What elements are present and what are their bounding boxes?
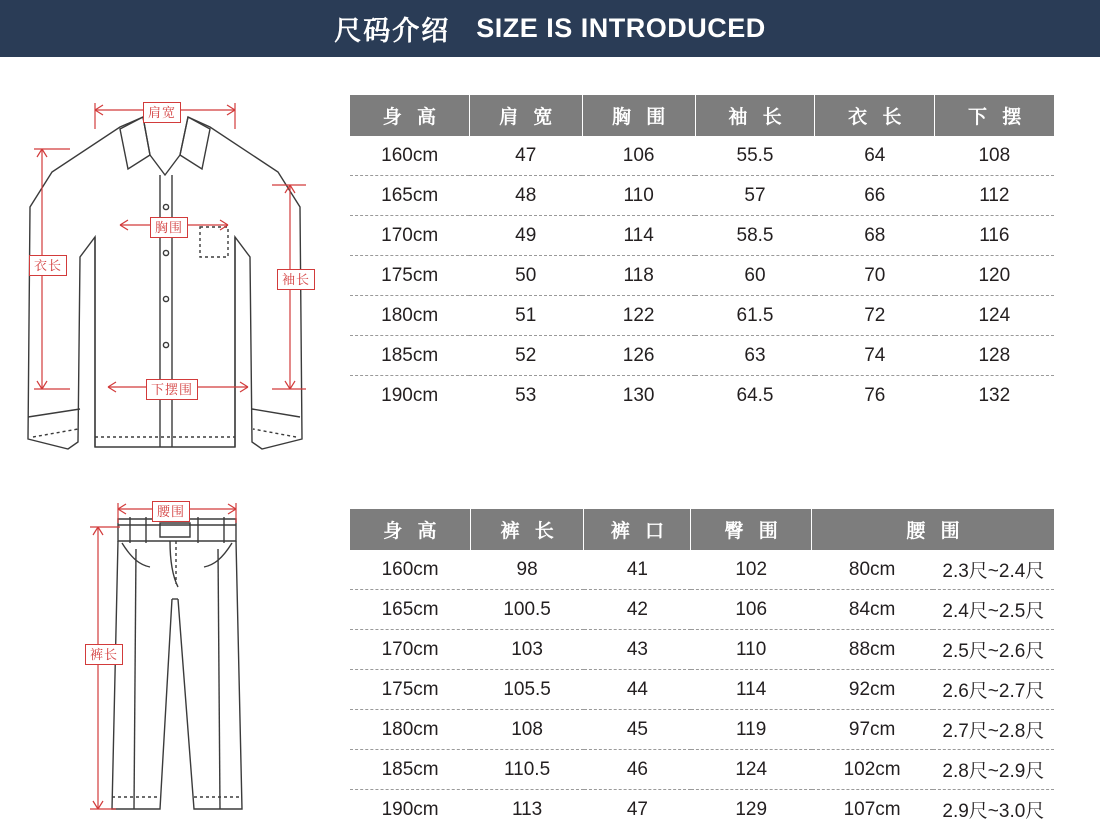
- table-header-row: [350, 509, 1054, 550]
- table-row: [350, 710, 1054, 750]
- cell-hip: 124: [691, 750, 812, 790]
- table-row: [350, 376, 1054, 416]
- cell-length: 76: [864, 384, 886, 406]
- cell-pant-opening: 44: [584, 670, 691, 710]
- pants-figure: [0, 479, 350, 837]
- cell-height: 180cm: [350, 296, 469, 336]
- cell-chest: 110: [582, 176, 695, 216]
- table-row: [350, 136, 1054, 176]
- cell-hem: 112: [935, 176, 1054, 216]
- cell-waist-chi: 2.4尺~2.5尺: [933, 590, 1054, 630]
- cell-waist-chi: 2.3尺~2.4尺: [933, 550, 1054, 590]
- page-header: [0, 0, 1100, 57]
- col-height: 身 高: [350, 509, 470, 550]
- cell-chest: 106: [582, 136, 695, 176]
- label-shoulder-width: 肩宽: [143, 102, 181, 123]
- cell-length: 74: [815, 336, 935, 376]
- pants-table-container: [350, 479, 1100, 837]
- cell-waist-chi: 2.7尺~2.8尺: [933, 710, 1054, 750]
- table-row: [350, 790, 1054, 830]
- shirt-figure: [0, 57, 350, 457]
- shirt-table-container: [350, 57, 1100, 457]
- cell-pant-length: 110.5: [470, 750, 584, 790]
- cell-waist-cm: 102cm: [812, 750, 933, 790]
- label-garment-length: 衣长: [29, 255, 67, 276]
- shirt-section: [0, 57, 1100, 457]
- cell-length: 66: [815, 176, 935, 216]
- page-title-cn: 尺码介绍: [334, 16, 451, 46]
- cell-pant-length: 103: [470, 630, 584, 670]
- cell-height: 165cm: [350, 176, 469, 216]
- cell-chest: 122: [582, 296, 695, 336]
- cell-height: 165cm: [350, 590, 470, 630]
- cell-height: 180cm: [350, 710, 470, 750]
- cell-pant-length: 98: [470, 550, 584, 590]
- cell-hip: 106: [691, 590, 812, 630]
- cell-hip: 129: [735, 798, 768, 820]
- cell-waist-chi: 2.5尺~2.6尺: [933, 630, 1054, 670]
- cell-shoulder: 50: [469, 256, 582, 296]
- cell-length: 70: [815, 256, 935, 296]
- cell-chest: 130: [622, 384, 655, 406]
- cell-shoulder: 49: [469, 216, 582, 256]
- cell-height: 170cm: [350, 216, 469, 256]
- cell-pant-length: 105.5: [470, 670, 584, 710]
- cell-chest: 126: [582, 336, 695, 376]
- cell-hip: 102: [691, 550, 812, 590]
- cell-pant-length: 113: [511, 798, 543, 820]
- pants-size-table: [350, 509, 1054, 829]
- label-pant-length: 裤长: [85, 644, 123, 665]
- col-shoulder: 肩 宽: [469, 95, 582, 136]
- label-waist: 腰围: [152, 501, 190, 522]
- cell-waist-cm: 97cm: [812, 710, 933, 750]
- table-row: [350, 670, 1054, 710]
- cell-hem: 116: [935, 216, 1054, 256]
- cell-hem: 124: [935, 296, 1054, 336]
- col-pant-length: 裤 长: [470, 509, 584, 550]
- label-chest: 胸围: [150, 217, 188, 238]
- cell-length: 72: [815, 296, 935, 336]
- cell-height: 175cm: [350, 256, 469, 296]
- cell-sleeve: 61.5: [695, 296, 815, 336]
- table-row: [350, 256, 1054, 296]
- cell-waist-chi: 2.9尺~3.0尺: [942, 801, 1045, 822]
- col-hem: 下 摆: [935, 95, 1054, 136]
- cell-hip: 119: [691, 710, 812, 750]
- col-waist: 腰 围: [812, 509, 1054, 550]
- cell-hip: 110: [691, 630, 812, 670]
- cell-shoulder: 51: [469, 296, 582, 336]
- col-height: 身 高: [350, 95, 469, 136]
- cell-length: 68: [815, 216, 935, 256]
- cell-height: 175cm: [350, 670, 470, 710]
- label-sleeve-length: 袖长: [277, 269, 315, 290]
- table-row: [350, 296, 1054, 336]
- label-hem: 下摆围: [146, 379, 198, 400]
- cell-sleeve: 58.5: [695, 216, 815, 256]
- cell-sleeve: 57: [695, 176, 815, 216]
- table-row: [350, 176, 1054, 216]
- cell-height: 190cm: [381, 384, 439, 406]
- col-length: 衣 长: [815, 95, 935, 136]
- table-row: [350, 630, 1054, 670]
- table-header-row: [350, 95, 1054, 136]
- cell-pant-length: 100.5: [470, 590, 584, 630]
- cell-height: 160cm: [350, 136, 469, 176]
- cell-hip: 114: [691, 670, 812, 710]
- cell-length: 64: [815, 136, 935, 176]
- cell-height: 170cm: [350, 630, 470, 670]
- cell-chest: 118: [582, 256, 695, 296]
- cell-waist-cm: 107cm: [843, 798, 901, 820]
- cell-hem: 120: [935, 256, 1054, 296]
- table-row: [350, 550, 1054, 590]
- cell-height: 190cm: [381, 798, 439, 820]
- shirt-size-table: [350, 95, 1054, 415]
- cell-shoulder: 53: [515, 384, 537, 406]
- table-row: [350, 336, 1054, 376]
- table-row: [350, 750, 1054, 790]
- cell-sleeve: 60: [695, 256, 815, 296]
- cell-waist-chi: 2.6尺~2.7尺: [933, 670, 1054, 710]
- table-row: [350, 590, 1054, 630]
- cell-waist-cm: 92cm: [812, 670, 933, 710]
- pants-diagram: [0, 479, 350, 837]
- cell-height: 185cm: [350, 750, 470, 790]
- col-hip: 臀 围: [691, 509, 812, 550]
- cell-pant-opening: 42: [584, 590, 691, 630]
- pants-section: [0, 479, 1100, 837]
- col-pant-opening: 裤 口: [584, 509, 691, 550]
- table-row: [350, 216, 1054, 256]
- page-title-en: SIZE IS INTRODUCED: [476, 13, 766, 43]
- cell-hem: 108: [935, 136, 1054, 176]
- cell-sleeve: 63: [695, 336, 815, 376]
- cell-height: 185cm: [350, 336, 469, 376]
- cell-sleeve: 55.5: [695, 136, 815, 176]
- cell-waist-cm: 84cm: [812, 590, 933, 630]
- cell-height: 160cm: [350, 550, 470, 590]
- cell-waist-chi: 2.8尺~2.9尺: [933, 750, 1054, 790]
- cell-pant-opening: 47: [626, 798, 648, 820]
- cell-hem: 128: [935, 336, 1054, 376]
- cell-shoulder: 52: [469, 336, 582, 376]
- cell-waist-cm: 88cm: [812, 630, 933, 670]
- cell-sleeve: 64.5: [736, 384, 774, 406]
- cell-hem: 132: [978, 384, 1011, 406]
- cell-shoulder: 47: [469, 136, 582, 176]
- cell-shoulder: 48: [469, 176, 582, 216]
- cell-pant-opening: 41: [584, 550, 691, 590]
- col-sleeve: 袖 长: [695, 95, 815, 136]
- cell-pant-opening: 45: [584, 710, 691, 750]
- cell-pant-opening: 46: [584, 750, 691, 790]
- col-chest: 胸 围: [582, 95, 695, 136]
- cell-chest: 114: [582, 216, 695, 256]
- cell-pant-length: 108: [470, 710, 584, 750]
- cell-waist-cm: 80cm: [812, 550, 933, 590]
- cell-pant-opening: 43: [584, 630, 691, 670]
